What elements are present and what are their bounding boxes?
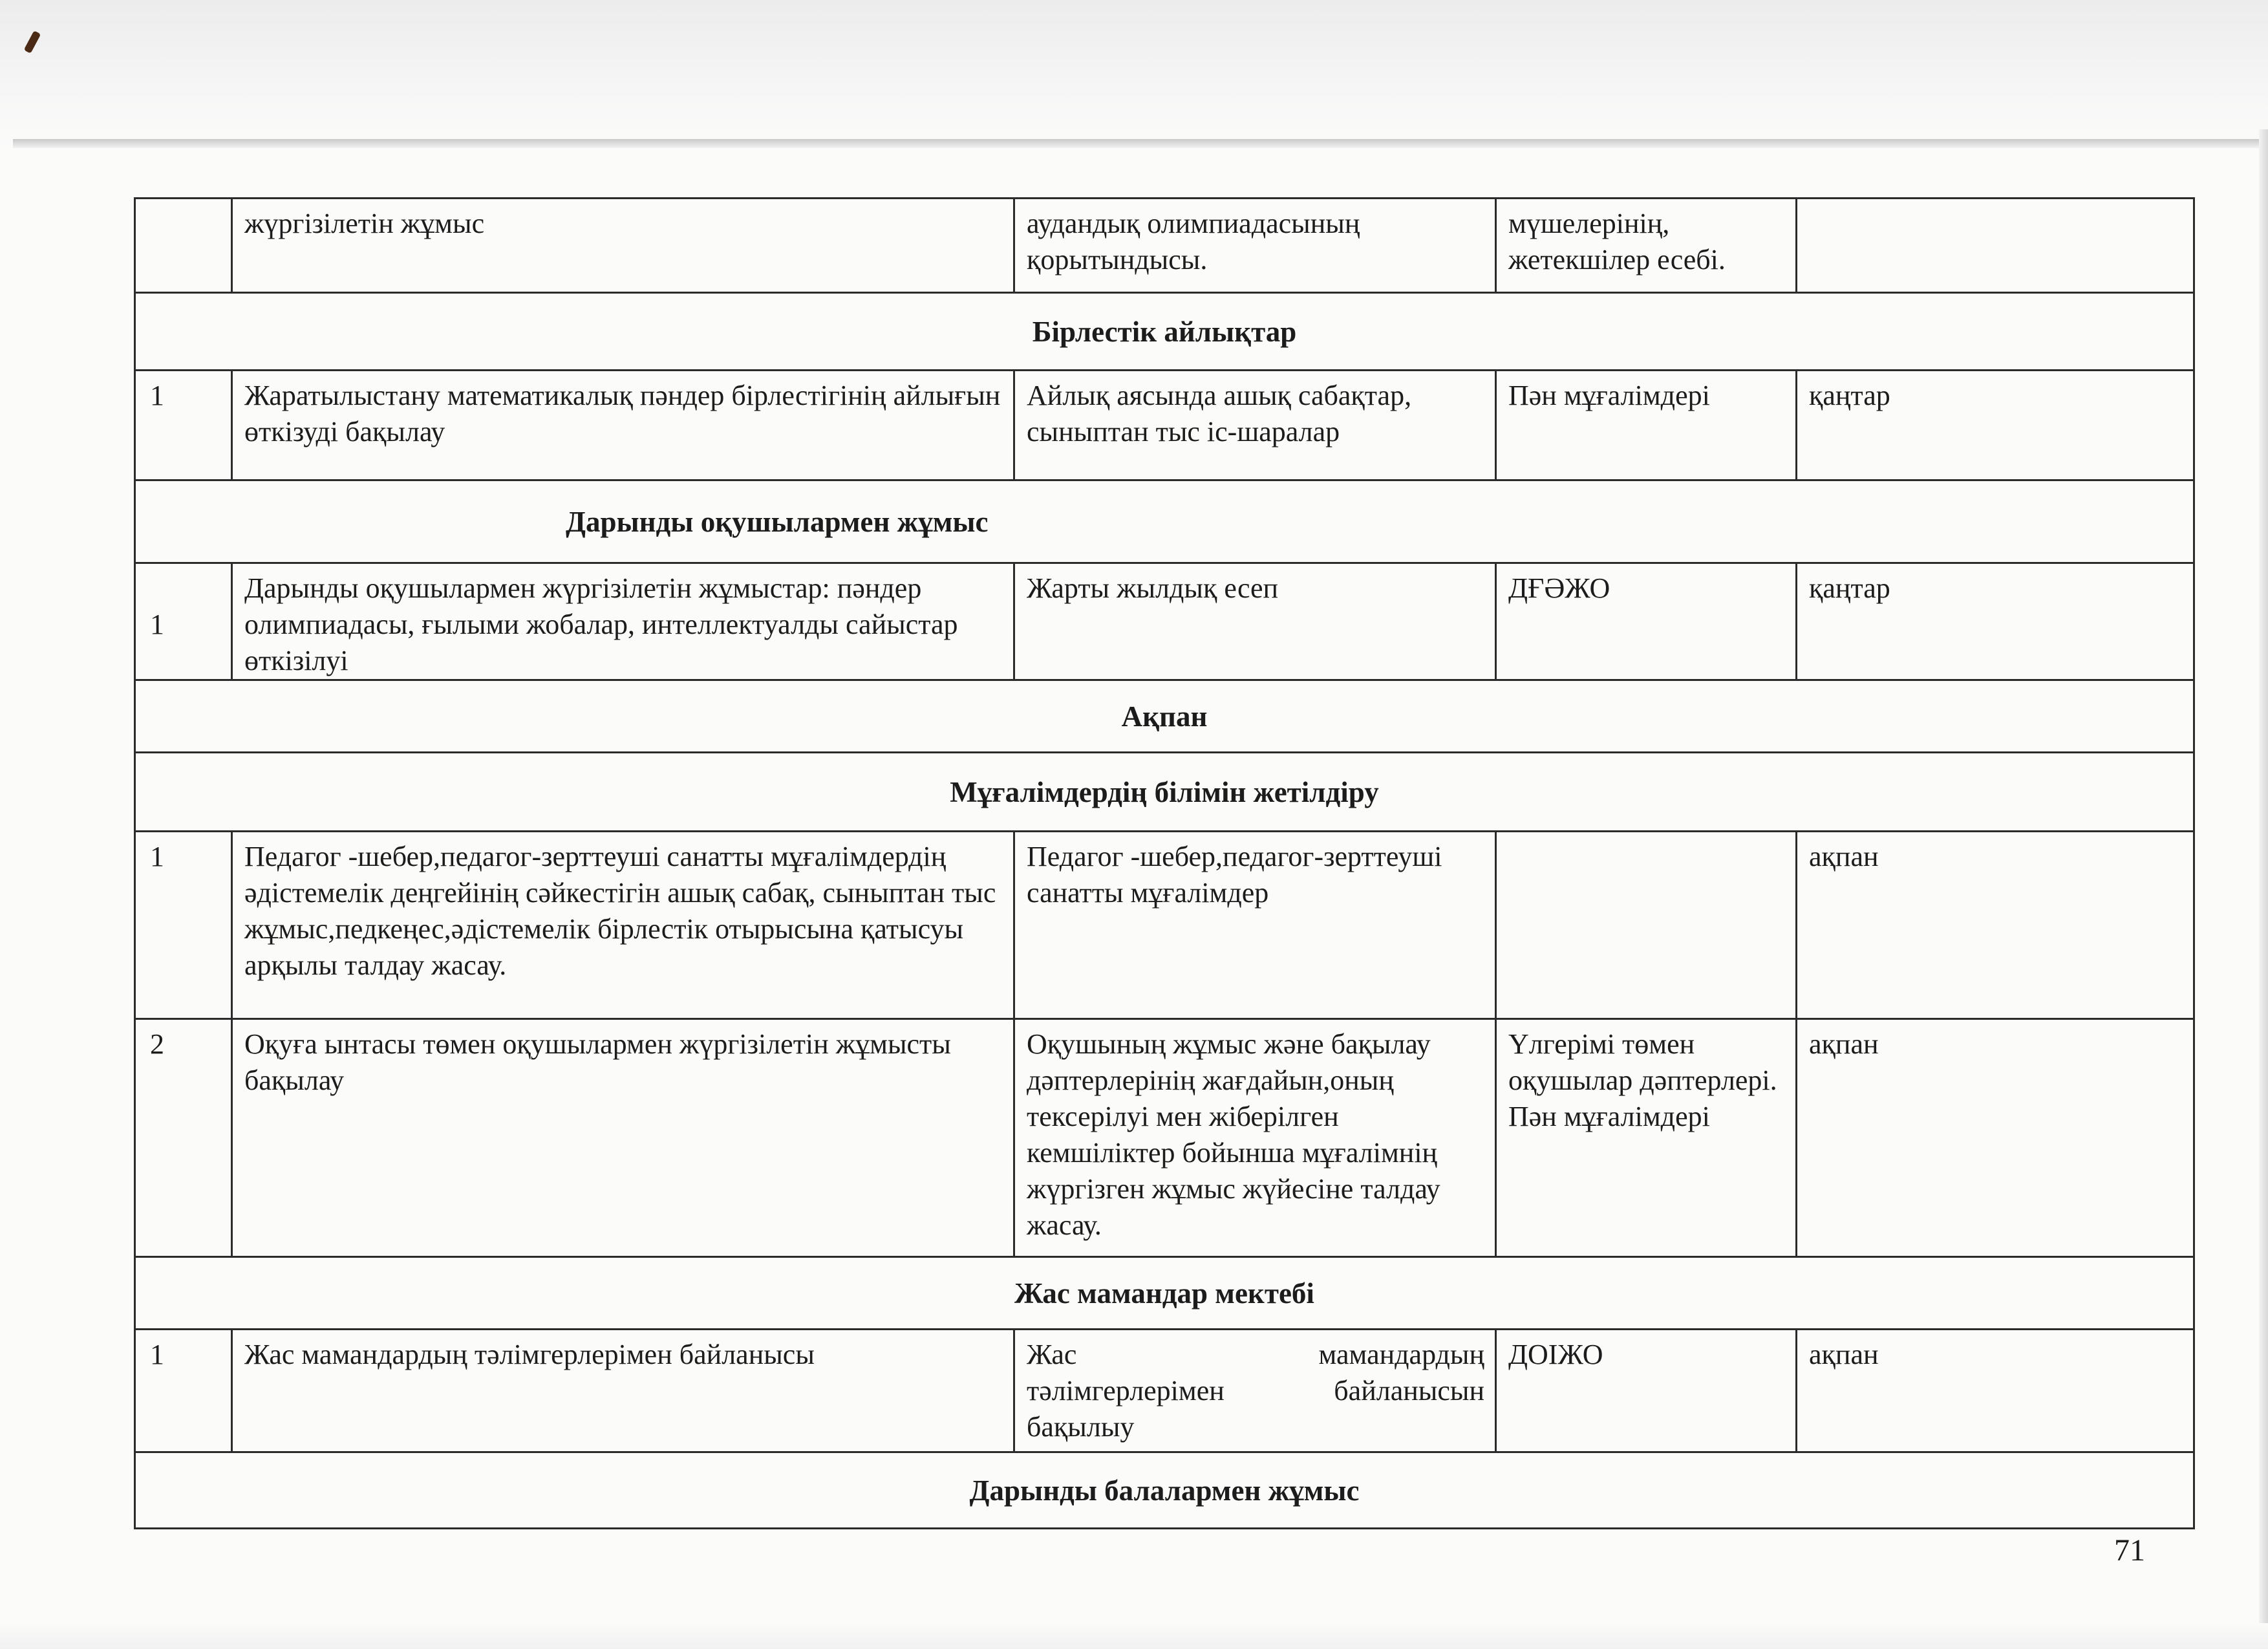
table-row — [135, 832, 2194, 1019]
form-cell: Оқушының жұмыс және бақылау дәптерлерінің жағдайын,оның тексерілуі мен жіберілген кемшіліктер бойынша мұғалімнің жүргізген жұмыс жүйесіне талдау жасау. — [1014, 1019, 1496, 1257]
activity-cell: Педагог -шебер,педагог-зерттеуші санатты мұғалімдердің әдістемелік деңгейінің сәйкестігін ашық сабақ, сыныптан тыс жұмыс,педкеңес,әдістемелік бірлестік отырысына қатысуы арқылы талдау жасау. — [232, 832, 1014, 1019]
row-number: 1 — [135, 1330, 232, 1452]
form-cell — [1014, 1330, 1496, 1452]
section-heading: Бірлестік айлықтар — [135, 293, 2194, 371]
responsible-cell: Үлгерімі төмен оқушылар дәптерлері. Пән мұғалімдері — [1496, 1019, 1797, 1257]
row-number — [135, 199, 232, 293]
table-row — [135, 199, 2194, 293]
section-heading: Дарынды оқушылармен жұмыс — [135, 480, 2194, 563]
date-cell: қаңтар — [1797, 371, 2194, 480]
section-heading: Дарынды балалармен жұмыс — [135, 1452, 2194, 1529]
responsible-cell — [1496, 832, 1797, 1019]
section-row — [135, 753, 2194, 832]
scan-shadow-bottom — [0, 1623, 2268, 1649]
form-line: бақылыу — [1027, 1411, 1135, 1443]
form-cell: Жарты жылдық есеп — [1014, 563, 1496, 680]
responsible-cell: Пән мұғалімдері — [1496, 371, 1797, 480]
section-row — [135, 1452, 2194, 1529]
section-heading: Мұғалімдердің білімін жетілдіру — [135, 753, 2194, 832]
page-number: 71 — [2114, 1533, 2145, 1568]
responsible-cell: мүшелерінің, жетекшілер есебі. — [1496, 199, 1797, 293]
table-row — [135, 1019, 2194, 1257]
section-row — [135, 680, 2194, 753]
section-heading: Ақпан — [135, 680, 2194, 753]
responsible-cell: ДҒӘЖО — [1496, 563, 1797, 680]
activity-cell: Жас мамандардың тәлімгерлерімен байланысы — [232, 1330, 1014, 1452]
date-cell: ақпан — [1797, 1019, 2194, 1257]
activity-cell: жүргізілетін жұмыс — [232, 199, 1014, 293]
form-line: Жас мамандардың — [1027, 1339, 1484, 1370]
scan-shadow-top — [0, 0, 2268, 149]
row-number: 1 — [135, 563, 232, 680]
form-cell: Айлық аясында ашық сабақтар, сыныптан тыс іс-шаралар — [1014, 371, 1496, 480]
activity-cell: Жаратылыстану математикалық пәндер бірлестігінің айлығын өткізуді бақылау — [232, 371, 1014, 480]
section-row — [135, 293, 2194, 371]
row-number: 1 — [135, 832, 232, 1019]
scan-page-edge — [13, 139, 2268, 148]
table-row — [135, 1330, 2194, 1452]
form-cell: аудандық олимпиадасының қорытындысы. — [1014, 199, 1496, 293]
section-row — [135, 480, 2194, 563]
work-plan-table — [134, 197, 2195, 1529]
section-heading: Жас мамандар мектебі — [135, 1257, 2194, 1330]
table-row — [135, 563, 2194, 680]
activity-cell: Оқуға ынтасы төмен оқушылармен жүргізілетін жұмысты бақылау — [232, 1019, 1014, 1257]
activity-cell: Дарынды оқушылармен жүргізілетін жұмыстар: пәндер олимпиадасы, ғылыми жобалар, интеллектуалды сайыстар өткізілуі — [232, 563, 1014, 680]
date-cell: қаңтар — [1797, 563, 2194, 680]
row-number: 2 — [135, 1019, 232, 1257]
form-line: тәлімгерлерімен байланысын — [1027, 1375, 1484, 1406]
table-row — [135, 371, 2194, 480]
date-cell: ақпан — [1797, 1330, 2194, 1452]
scan-shadow-right — [2259, 129, 2268, 1649]
form-cell: Педагог -шебер,педагог-зерттеуші санатты мұғалімдер — [1014, 832, 1496, 1019]
row-number: 1 — [135, 371, 232, 480]
date-cell: ақпан — [1797, 832, 2194, 1019]
section-row — [135, 1257, 2194, 1330]
date-cell — [1797, 199, 2194, 293]
responsible-cell: ДОІЖО — [1496, 1330, 1797, 1452]
